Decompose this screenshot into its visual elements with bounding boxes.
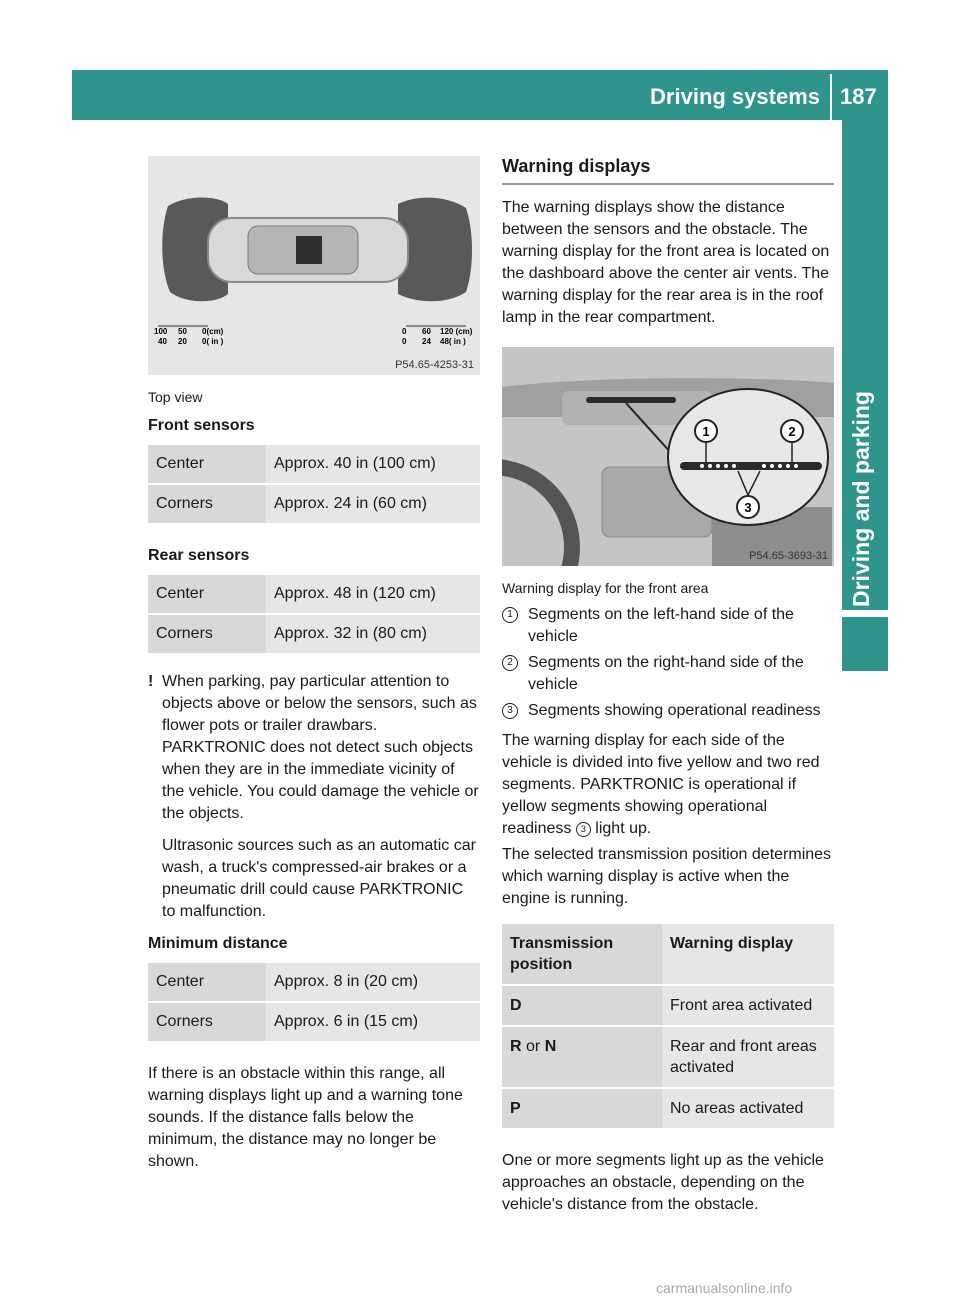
table-row: [148, 575, 480, 614]
table-cell: P: [502, 1088, 662, 1129]
table-cell: Approx. 8 in (20 cm): [266, 963, 480, 1002]
running-header-title: Driving systems: [650, 84, 820, 109]
figure-code: P54.65-4253-31: [395, 359, 474, 371]
table-row: [148, 963, 480, 1002]
table-cell: Approx. 24 in (60 cm): [266, 484, 480, 524]
side-tab: [842, 120, 888, 1270]
legend-text: Segments on the left-hand side of the vehicle: [528, 606, 794, 645]
table-header-row: [502, 924, 834, 985]
scale-front-in-1: 40: [158, 337, 167, 346]
closing-paragraph: If there is an obstacle within this range, all warning displays light up and a warning tone sounds. If the distance falls below the minimum, the distance may no longer be shown.: [148, 1065, 463, 1170]
table-cell: Approx. 6 in (15 cm): [266, 1002, 480, 1042]
front-sensors-heading: Front sensors: [148, 417, 255, 434]
rear-sensors-table: [148, 575, 480, 655]
spacer: [148, 1043, 480, 1053]
table-cell: Front area activated: [662, 985, 834, 1026]
table-cell: Center: [148, 575, 266, 614]
scale-rear-cm-1: 0: [402, 327, 407, 336]
scale-rear-in-2: 24: [422, 337, 431, 346]
table-cell: Approx. 48 in (120 cm): [266, 575, 480, 614]
warning-display-figure: [502, 347, 834, 566]
left-column: [148, 156, 480, 1177]
table-cell: Corners: [148, 1002, 266, 1042]
scale-front-cm-3: 0(cm): [202, 327, 224, 336]
figure-caption: Warning display for the front area: [502, 580, 709, 596]
column-header: Warning display: [662, 924, 834, 985]
figure-caption: Top view: [148, 389, 203, 405]
callout-1: 1: [702, 424, 710, 439]
header-separator: [830, 74, 832, 120]
side-tab-label: Driving and parking: [848, 391, 874, 607]
table-cell: Approx. 32 in (80 cm): [266, 614, 480, 654]
table-row: [502, 1088, 834, 1129]
scale-rear-in-3: 48( in ): [440, 337, 466, 346]
side-tab-marker: [842, 617, 888, 671]
callout-2: 2: [788, 424, 796, 439]
scale-front-in-2: 20: [178, 337, 187, 346]
transmission-table: [502, 924, 834, 1130]
section-title: Warning displays: [502, 156, 834, 185]
callout-3: 3: [744, 500, 752, 515]
table-cell: Rear and front areas activated: [662, 1026, 834, 1088]
table-cell: Corners: [148, 484, 266, 524]
car-top-view-illustration: [148, 156, 480, 375]
callout-number-icon: 2: [502, 655, 518, 671]
scale-rear-cm-3: 120 (cm): [440, 327, 473, 336]
table-cell: [502, 1026, 662, 1088]
table-row: [148, 614, 480, 654]
callout-legend: [502, 604, 834, 722]
table-cell: Corners: [148, 614, 266, 654]
note-paragraph: When parking, pay particular attention to objects above or below the sensors, such as flower pots or trailer drawbars. PARKTRONIC does not detect such objects when they are in the immediate vicinity of the vehicle. You could damage the vehicle or the objects.: [162, 673, 479, 822]
gear-letter: R: [510, 1038, 522, 1055]
table-row: [502, 1026, 834, 1088]
minimum-distance-heading: Minimum distance: [148, 935, 288, 952]
right-column: [502, 156, 834, 1220]
list-item: [502, 700, 834, 722]
legend-text: Segments showing operational readiness: [528, 702, 821, 719]
scale-front-cm-2: 50: [178, 327, 187, 336]
table-cell: Center: [148, 963, 266, 1002]
intro-paragraph: The warning displays show the distance between the sensors and the obstacle. The warning display for the front area is located on the dashboard above the center air vents. The warning display for the rear area is in the roof lamp in the rear compartment.: [502, 199, 830, 326]
table-cell: D: [502, 985, 662, 1026]
caution-icon: !: [148, 673, 154, 690]
scale-rear-in-1: 0: [402, 337, 407, 346]
transmission-paragraph: The selected transmission position determines which warning display is active when the engine is running.: [502, 846, 832, 907]
page-number: 187: [840, 84, 877, 109]
closing-paragraph: One or more segments light up as the vehicle approaches an obstacle, depending on the vehicle's distance from the obstacle.: [502, 1152, 824, 1213]
caution-note: [148, 671, 480, 923]
note-paragraph: Ultrasonic sources such as an automatic car wash, a truck's compressed-air brakes or a pneumatic drill could cause PARKTRONIC to malfunction.: [162, 837, 476, 920]
table-row: [148, 1002, 480, 1042]
legend-text: Segments on the right-hand side of the vehicle: [528, 654, 804, 693]
spacer: [148, 525, 480, 535]
table-row: [148, 484, 480, 524]
table-cell: No areas activated: [662, 1088, 834, 1129]
text-span: or: [521, 1038, 545, 1055]
scale-front-cm-1: 100: [154, 327, 168, 336]
front-sensors-table: [148, 445, 480, 525]
table-cell: Approx. 40 in (100 cm): [266, 445, 480, 484]
gear-letter: N: [544, 1038, 557, 1055]
callout-number-icon: 3: [576, 822, 591, 837]
figure-code: P54.65-3693-31: [749, 550, 828, 562]
table-cell: Center: [148, 445, 266, 484]
segments-paragraph: [502, 730, 834, 840]
table-row: [148, 445, 480, 484]
callout-number-icon: 3: [502, 703, 518, 719]
dashboard-illustration: [502, 347, 834, 566]
list-item: [502, 652, 834, 696]
list-item: [502, 604, 834, 648]
text-span: The warning display for each side of the vehicle is divided into five yellow and two red segments. PARKTRONIC is operational if yellow segments showing operational readiness: [502, 732, 820, 837]
scale-front-in-3: 0( in ): [202, 337, 224, 346]
top-view-figure: [148, 156, 480, 375]
text-span: light up.: [595, 820, 652, 837]
scale-rear-cm-2: 60: [422, 327, 431, 336]
table-row: [502, 985, 834, 1026]
minimum-distance-table: [148, 963, 480, 1043]
column-header: Transmission position: [502, 924, 662, 985]
callout-number-icon: 1: [502, 607, 518, 623]
watermark: carmanualsonline.info: [656, 1280, 793, 1296]
rear-sensors-heading: Rear sensors: [148, 547, 250, 564]
